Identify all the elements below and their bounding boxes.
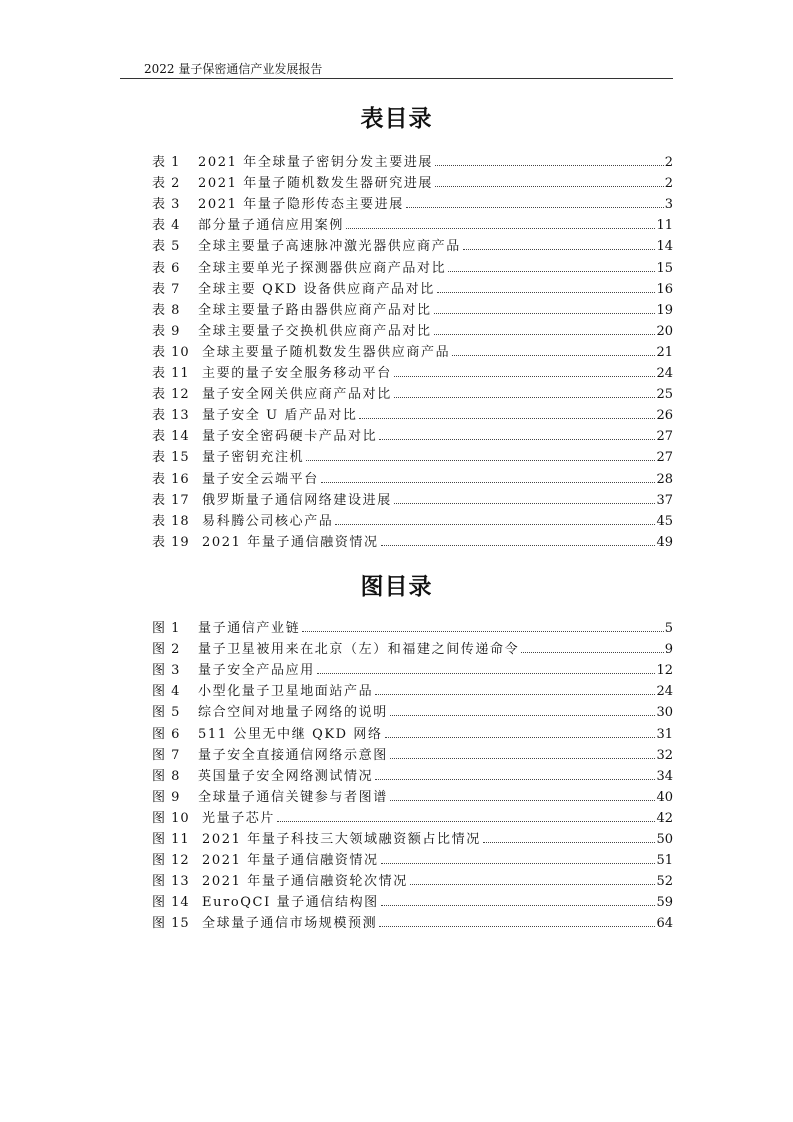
- figure-toc-entry-label: 图 10: [152, 810, 190, 826]
- table-toc-entry-label: 表 3: [152, 197, 181, 213]
- figure-toc-entry[interactable]: [152, 784, 673, 805]
- table-toc-entry-page: 21: [656, 344, 673, 360]
- table-toc-entry-page: 25: [656, 387, 673, 403]
- dot-leader: [359, 418, 655, 419]
- table-toc-entry-page: 27: [656, 450, 673, 466]
- figure-toc-entry-label: 图 8: [152, 768, 181, 784]
- figure-toc-entry[interactable]: [152, 889, 673, 910]
- table-toc-entry-label: 表 15: [152, 450, 190, 466]
- dot-leader: [277, 821, 655, 822]
- dot-leader: [448, 271, 655, 272]
- table-toc-entry-title: 全球主要量子路由器供应商产品对比: [198, 302, 432, 318]
- table-toc-entry-title: 全球主要单光子探测器供应商产品对比: [198, 260, 447, 276]
- figure-toc-entry-page: 9: [664, 642, 673, 658]
- dot-leader: [335, 524, 655, 525]
- table-toc-entry-title: 量子安全云端平台: [202, 471, 319, 487]
- figure-toc-entry-page: 34: [656, 768, 673, 784]
- table-toc-entry-label: 表 4: [152, 218, 181, 234]
- figure-toc-entry-page: 30: [656, 705, 673, 721]
- table-toc-entry[interactable]: [152, 254, 673, 275]
- table-toc-entry-label: 表 14: [152, 429, 190, 445]
- dot-leader: [379, 926, 655, 927]
- table-toc-entry-page: 27: [656, 429, 673, 445]
- table-toc-entry-label: 表 8: [152, 302, 181, 318]
- table-toc-entry-label: 表 9: [152, 323, 181, 339]
- table-toc-entry-title: 2021 年全球量子密钥分发主要进展: [198, 155, 434, 171]
- figure-toc-entry[interactable]: [152, 868, 673, 889]
- figure-toc-entry[interactable]: [152, 910, 673, 931]
- figure-toc-entry[interactable]: [152, 763, 673, 784]
- figure-toc-entry-title: 光量子芯片: [202, 810, 276, 826]
- figure-toc-entry-page: 52: [656, 874, 673, 890]
- table-toc-entry-title: 量子安全 U 盾产品对比: [202, 408, 358, 424]
- figure-toc-entry[interactable]: [152, 636, 673, 657]
- table-toc-entry-page: 14: [656, 239, 673, 255]
- table-toc-entry-label: 表 12: [152, 387, 190, 403]
- dot-leader: [375, 694, 655, 695]
- figure-toc-entry-title: 2021 年量子通信融资情况: [202, 853, 379, 869]
- figure-toc-entry[interactable]: [152, 657, 673, 678]
- table-toc-entry-page: 2: [664, 155, 673, 171]
- figures-toc-list: [152, 615, 673, 931]
- dot-leader: [317, 673, 656, 674]
- dot-leader: [394, 376, 656, 377]
- figure-toc-entry-page: 64: [656, 916, 673, 932]
- table-toc-entry[interactable]: [152, 339, 673, 360]
- figure-toc-entry-label: 图 3: [152, 663, 181, 679]
- figure-toc-entry-title: 量子卫星被用来在北京（左）和福建之间传递命令: [198, 642, 520, 658]
- figure-toc-entry[interactable]: [152, 615, 673, 636]
- table-toc-entry-page: 3: [664, 197, 673, 213]
- table-toc-entry-title: 全球主要量子随机数发生器供应商产品: [202, 344, 451, 360]
- table-toc-entry-label: 表 11: [152, 366, 190, 382]
- figure-toc-entry-title: 量子通信产业链: [198, 621, 301, 637]
- dot-leader: [406, 207, 664, 208]
- dot-leader: [452, 355, 655, 356]
- figure-toc-entry[interactable]: [152, 720, 673, 741]
- figure-toc-entry-page: 40: [656, 789, 673, 805]
- table-toc-entry-label: 表 17: [152, 492, 190, 508]
- tables-toc-list: [152, 149, 673, 550]
- figure-toc-entry-page: 42: [656, 810, 673, 826]
- figure-toc-entry-label: 图 7: [152, 747, 181, 763]
- table-toc-entry-page: 28: [656, 471, 673, 487]
- table-toc-entry[interactable]: [152, 465, 673, 486]
- figure-toc-entry-label: 图 5: [152, 705, 181, 721]
- dot-leader: [306, 460, 655, 461]
- figure-toc-entry-page: 50: [656, 832, 673, 848]
- table-toc-entry[interactable]: [152, 318, 673, 339]
- table-toc-entry-page: 49: [656, 534, 673, 550]
- figure-toc-entry[interactable]: [152, 805, 673, 826]
- figure-toc-entry-title: 511 公里无中继 QKD 网络: [198, 726, 383, 742]
- dot-leader: [434, 334, 656, 335]
- table-toc-entry-title: 2021 年量子隐形传态主要进展: [198, 197, 404, 213]
- table-toc-entry-label: 表 19: [152, 534, 190, 550]
- figure-toc-entry[interactable]: [152, 742, 673, 763]
- table-toc-entry-page: 15: [656, 260, 673, 276]
- table-toc-entry-page: 11: [656, 218, 673, 234]
- table-toc-entry[interactable]: [152, 149, 673, 170]
- dot-leader: [390, 758, 656, 759]
- dot-leader: [435, 186, 664, 187]
- figure-toc-entry-title: 2021 年量子科技三大领域融资额占比情况: [202, 832, 481, 848]
- table-toc-entry-page: 45: [656, 513, 673, 529]
- figure-toc-entry-label: 图 9: [152, 789, 181, 805]
- dot-leader: [390, 800, 656, 801]
- figure-toc-entry-label: 图 15: [152, 916, 190, 932]
- dot-leader: [379, 439, 655, 440]
- table-toc-entry-title: 量子安全密码硬卡产品对比: [202, 429, 378, 445]
- table-toc-entry[interactable]: [152, 170, 673, 191]
- figures-section-title: 图目录: [360, 573, 433, 600]
- dot-leader: [381, 905, 656, 906]
- figure-toc-entry-label: 图 12: [152, 853, 190, 869]
- table-toc-entry[interactable]: [152, 233, 673, 254]
- table-toc-entry[interactable]: [152, 487, 673, 508]
- dot-leader: [381, 545, 656, 546]
- dot-leader: [394, 397, 656, 398]
- table-toc-entry-label: 表 2: [152, 176, 181, 192]
- table-toc-entry[interactable]: [152, 212, 673, 233]
- figure-toc-entry-page: 31: [656, 726, 673, 742]
- dot-leader: [435, 165, 664, 166]
- table-toc-entry-title: 全球主要 QKD 设备供应商产品对比: [198, 281, 435, 297]
- table-toc-entry[interactable]: [152, 276, 673, 297]
- table-toc-entry-label: 表 1: [152, 155, 181, 171]
- dot-leader: [463, 249, 656, 250]
- table-toc-entry[interactable]: [152, 191, 673, 212]
- table-toc-entry-label: 表 7: [152, 281, 181, 297]
- figure-toc-entry-label: 图 14: [152, 895, 190, 911]
- figure-toc-entry-label: 图 2: [152, 642, 181, 658]
- dot-leader: [321, 482, 656, 483]
- figure-toc-entry-title: 全球量子通信关键参与者图谱: [198, 789, 388, 805]
- figure-toc-entry-page: 24: [656, 684, 673, 700]
- table-toc-entry-label: 表 5: [152, 239, 181, 255]
- table-toc-entry-title: 俄罗斯量子通信网络建设进展: [202, 492, 392, 508]
- table-toc-entry-title: 量子密钥充注机: [202, 450, 305, 466]
- table-toc-entry-page: 24: [656, 366, 673, 382]
- figure-toc-entry[interactable]: [152, 678, 673, 699]
- figure-toc-entry-page: 32: [656, 747, 673, 763]
- table-toc-entry[interactable]: [152, 444, 673, 465]
- table-toc-entry-title: 全球主要量子高速脉冲激光器供应商产品: [198, 239, 461, 255]
- figure-toc-entry[interactable]: [152, 847, 673, 868]
- figure-toc-entry-page: 59: [656, 895, 673, 911]
- tables-section-title: 表目录: [360, 105, 433, 132]
- table-toc-entry[interactable]: [152, 402, 673, 423]
- figure-toc-entry-title: 小型化量子卫星地面站产品: [198, 684, 374, 700]
- table-toc-entry-title: 易科腾公司核心产品: [202, 513, 334, 529]
- figure-toc-entry-label: 图 13: [152, 874, 190, 890]
- table-toc-entry-title: 主要的量子安全服务移动平台: [202, 366, 392, 382]
- dot-leader: [381, 863, 656, 864]
- figure-toc-entry-label: 图 6: [152, 726, 181, 742]
- page-header: [120, 57, 673, 79]
- table-toc-entry-page: 16: [656, 281, 673, 297]
- dot-leader: [394, 503, 656, 504]
- figure-toc-entry-label: 图 1: [152, 621, 181, 637]
- table-toc-entry-page: 37: [656, 492, 673, 508]
- dot-leader: [385, 737, 656, 738]
- dot-leader: [434, 313, 656, 314]
- figure-toc-entry[interactable]: [152, 826, 673, 847]
- table-toc-entry[interactable]: [152, 423, 673, 444]
- dot-leader: [390, 715, 656, 716]
- table-toc-entry[interactable]: [152, 297, 673, 318]
- dot-leader: [483, 842, 656, 843]
- table-toc-entry-label: 表 6: [152, 260, 181, 276]
- dot-leader: [410, 884, 656, 885]
- figure-toc-entry-title: 量子安全直接通信网络示意图: [198, 747, 388, 763]
- table-toc-entry[interactable]: [152, 508, 673, 529]
- table-toc-entry-title: 部分量子通信应用案例: [198, 218, 345, 234]
- table-toc-entry[interactable]: [152, 529, 673, 550]
- table-toc-entry-title: 全球主要量子交换机供应商产品对比: [198, 323, 432, 339]
- dot-leader: [375, 779, 655, 780]
- dot-leader: [521, 652, 664, 653]
- figure-toc-entry-title: 全球量子通信市场规模预测: [202, 916, 378, 932]
- table-toc-entry-page: 20: [656, 323, 673, 339]
- figure-toc-entry-title: 英国量子安全网络测试情况: [198, 768, 374, 784]
- table-toc-entry[interactable]: [152, 360, 673, 381]
- table-toc-entry-label: 表 16: [152, 471, 190, 487]
- dot-leader: [302, 631, 664, 632]
- figure-toc-entry[interactable]: [152, 699, 673, 720]
- dot-leader: [437, 292, 656, 293]
- table-toc-entry-page: 19: [656, 302, 673, 318]
- figure-toc-entry-page: 12: [656, 663, 673, 679]
- figure-toc-entry-page: 51: [656, 853, 673, 869]
- table-toc-entry-page: 26: [656, 408, 673, 424]
- header-title: 2022 量子保密通信产业发展报告: [144, 62, 323, 76]
- table-toc-entry-label: 表 13: [152, 408, 190, 424]
- figure-toc-entry-title: 综合空间对地量子网络的说明: [198, 705, 388, 721]
- figure-toc-entry-title: 量子安全产品应用: [198, 663, 315, 679]
- figure-toc-entry-label: 图 11: [152, 832, 190, 848]
- figure-toc-entry-page: 5: [664, 621, 673, 637]
- table-toc-entry[interactable]: [152, 381, 673, 402]
- dot-leader: [346, 228, 655, 229]
- figure-toc-entry-title: 2021 年量子通信融资轮次情况: [202, 874, 408, 890]
- table-toc-entry-title: 量子安全网关供应商产品对比: [202, 387, 392, 403]
- table-toc-entry-page: 2: [664, 176, 673, 192]
- table-toc-entry-title: 2021 年量子通信融资情况: [202, 534, 379, 550]
- table-toc-entry-label: 表 18: [152, 513, 190, 529]
- table-toc-entry-title: 2021 年量子随机数发生器研究进展: [198, 176, 434, 192]
- table-toc-entry-label: 表 10: [152, 344, 190, 360]
- figure-toc-entry-title: EuroQCI 量子通信结构图: [202, 895, 379, 911]
- figure-toc-entry-label: 图 4: [152, 684, 181, 700]
